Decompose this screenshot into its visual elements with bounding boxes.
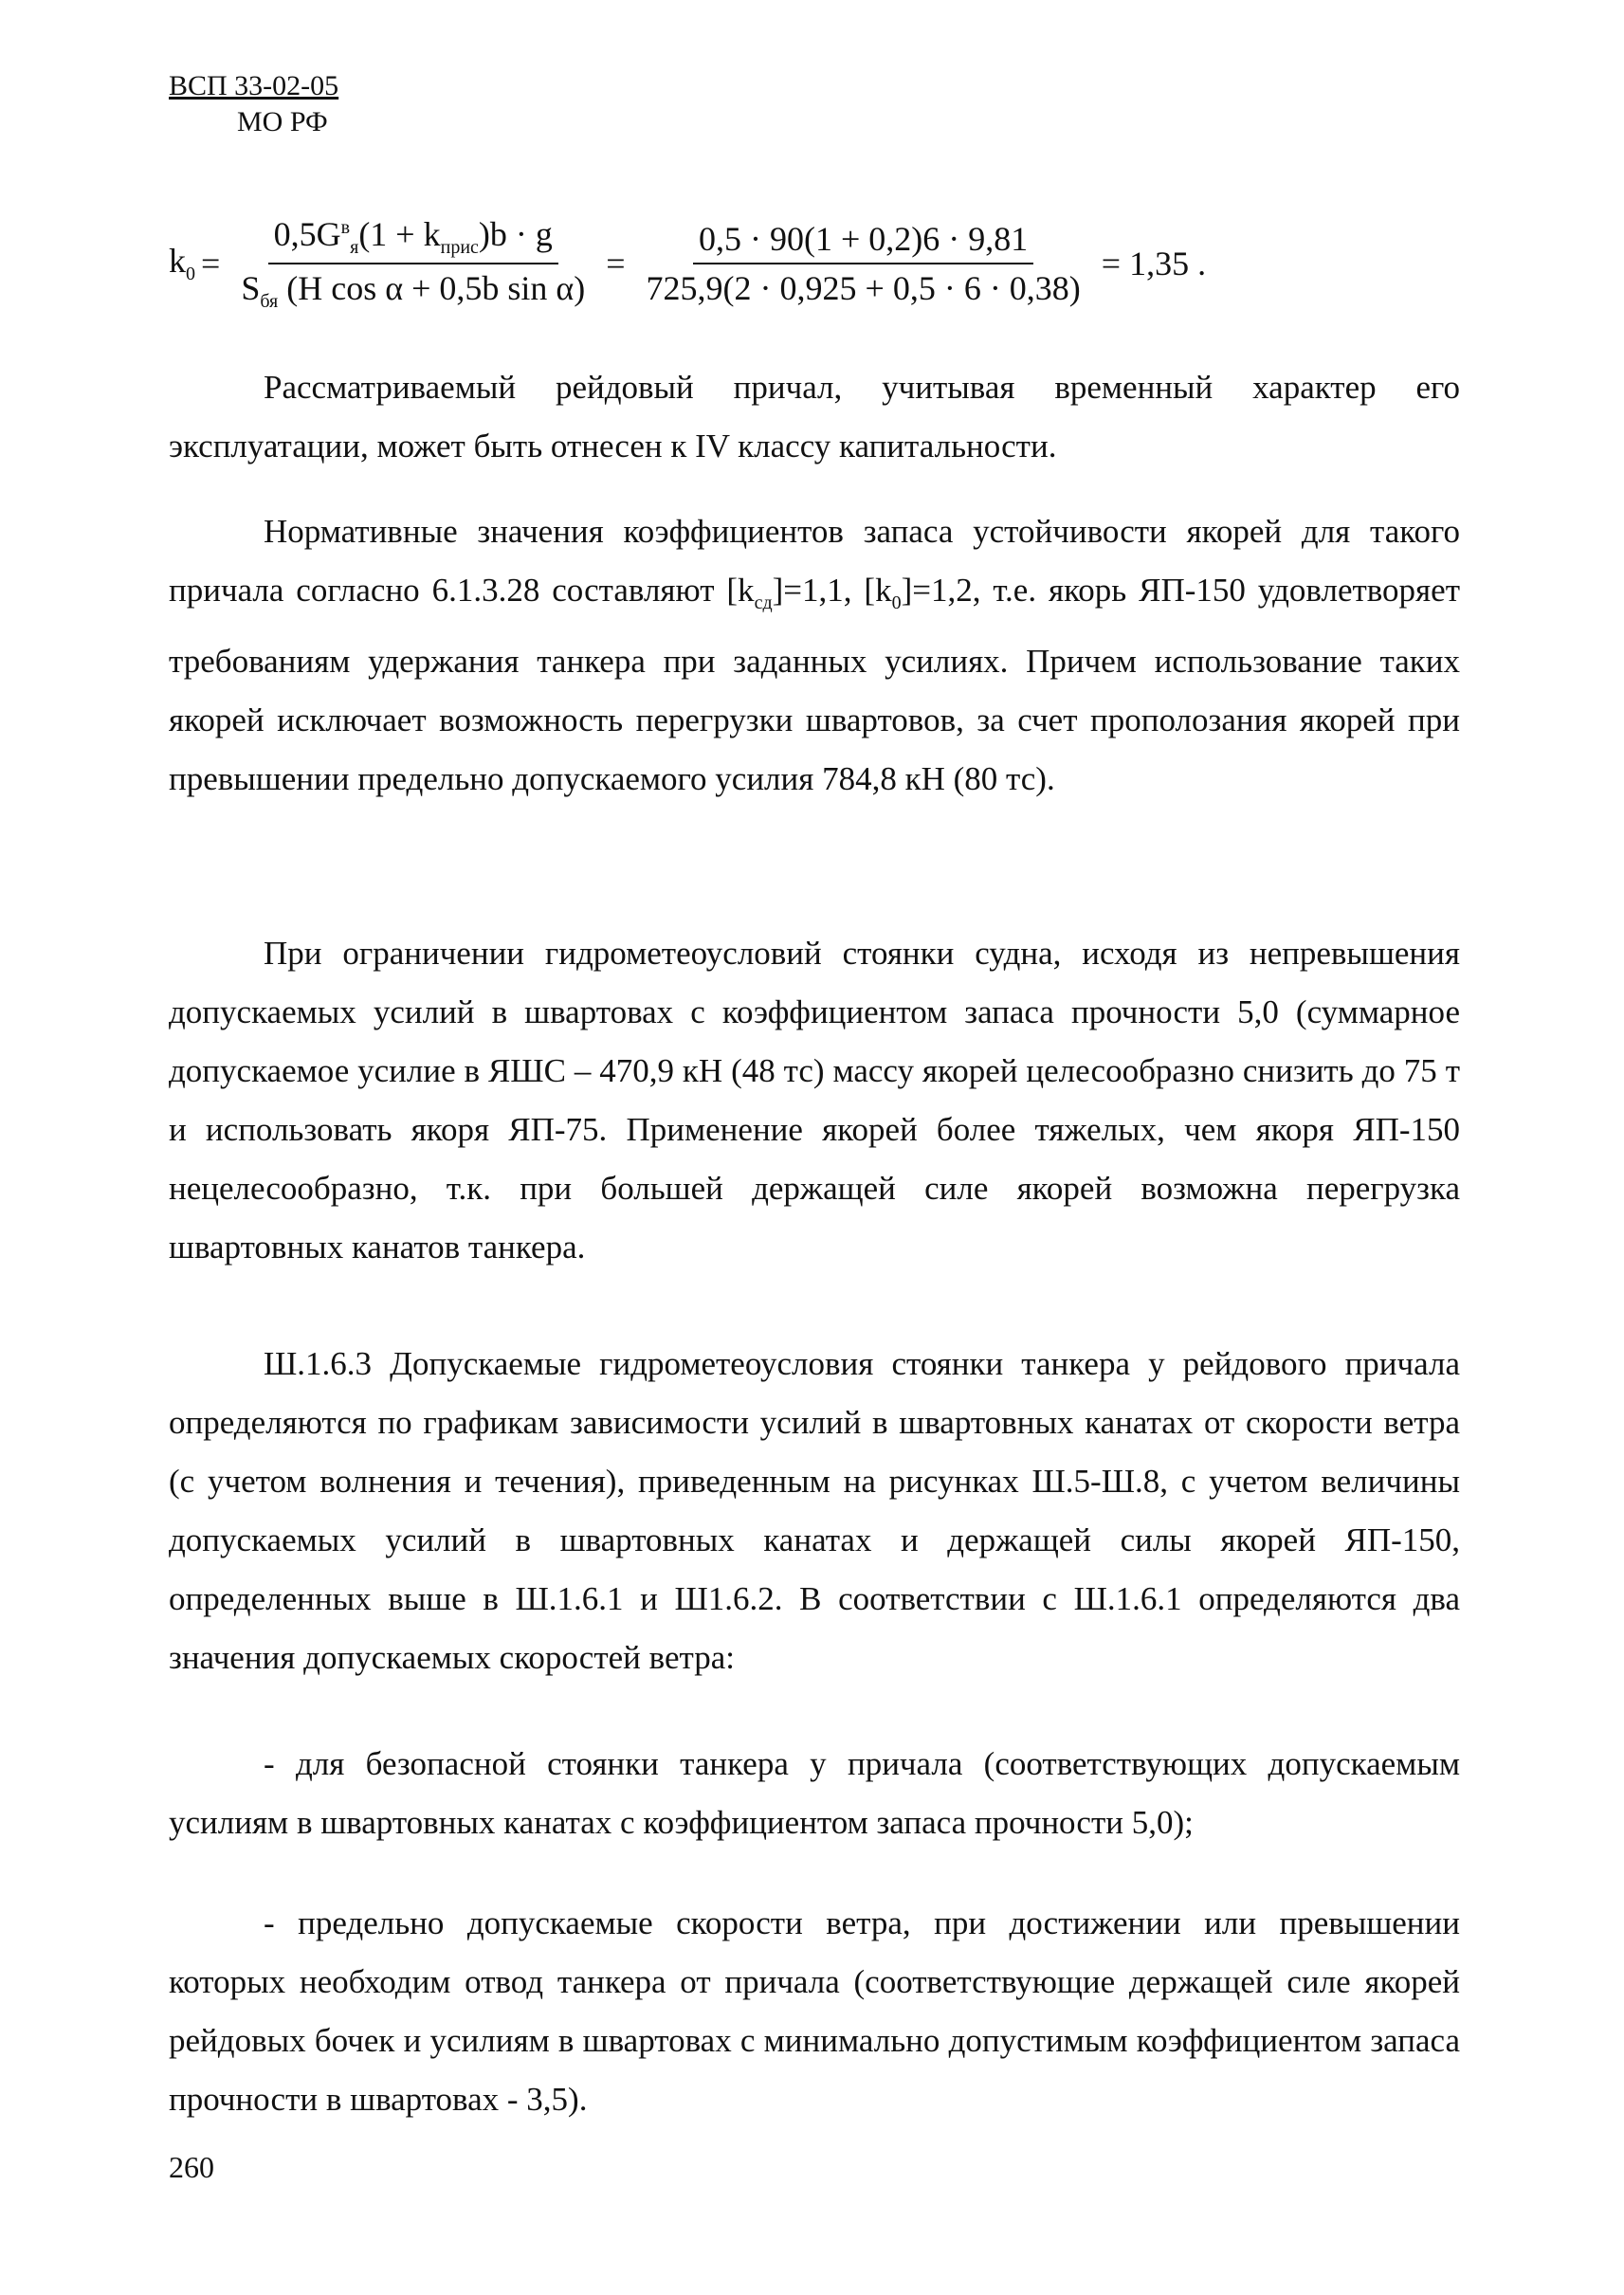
paragraph-5: - для безопасной стоянки танкера у причала (соответствующих допускаемым усилиям в швартовных канатах с коэффициентом запаса прочности 5,0); <box>169 1745 1460 1841</box>
formula-equals-2: = <box>606 245 626 282</box>
formula-fraction-numeric <box>641 219 1086 308</box>
fraction-numerator-numeric: 0,5 · 90(1 + 0,2)6 · 9,81 <box>693 219 1033 264</box>
fraction-numerator: $0,5G^в_я(1 + k_{прис})b \cdot g$ <box>268 214 558 264</box>
paragraph-6: - предельно допускаемые скорости ветра, при достижении или превышении которых необходим отвод танкера от причала (соответствующие держащей силе якорей рейдовых бочек и усилиям в швартовах с минимально допустимым коэффициентом запаса прочности в швартовах - 3,5). <box>169 1904 1460 2118</box>
formula-fraction-symbolic <box>235 214 591 313</box>
fraction-denominator: $S_{бя}$ (H cos α + 0,5b sin α) <box>241 269 586 313</box>
paragraph-3: При ограничении гидрометеоусловий стоянки судна, исходя из непревышения допускаемых усилий в швартовах с коэффициентом запаса прочности 5,0 (суммарное допускаемое усилие в ЯШС – 470,9 кН (48 тс) массу якорей целесообразно снизить до 75 т и использовать якоря ЯП-75. Применение якорей более тяжелых, чем якоря ЯП-150 нецелесообразно, т.к. при большей держащей силе якорей возможна перегрузка швартовных канатов танкера. <box>169 935 1460 1266</box>
page-number: 260 <box>169 2150 214 2184</box>
standard-code: ВСП 33-02-05 <box>169 70 339 101</box>
formula-equals: = <box>201 245 221 282</box>
fraction-denominator-numeric: 725,9(2 · 0,925 + 0,5 · 6 · 0,38) <box>646 269 1081 307</box>
document-header <box>169 68 338 140</box>
paragraph-2: Нормативные значения коэффициентов запаса устойчивости якорей для такого причала согласно 6.1.3.28 составляют $[k_{сд}]=1,1$, $[k_0]=1,2$, т.е. якорь ЯП-150 удовлетворяет требованиям удержания танкера при заданных усилиях. Причем использование таких якорей исключает возможность перегрузки швартовов, за счет прополозания якорей при превышении предельно допускаемого усилия 784,8 кН (80 тс). <box>169 513 1460 797</box>
formula-lhs: $k_0$ <box>169 242 195 285</box>
formula-result: = 1,35 . <box>1101 245 1207 282</box>
paragraph-1: Рассматриваемый рейдовый причал, учитывая временный характер его эксплуатации, может быть отнесен к IV классу капитальности. <box>169 369 1460 464</box>
organization: МО РФ <box>237 106 328 137</box>
formula-k0 <box>169 207 1306 320</box>
paragraph-4: Ш.1.6.3 Допускаемые гидрометеоусловия стоянки танкера у рейдового причала определяются по графикам зависимости усилий в швартовных канатах от скорости ветра (с учетом волнения и течения), приведенным на рисунках Ш.5-Ш.8, с учетом величины допускаемых усилий в швартовных канатах и держащей силы якорей ЯП-150, определенных выше в Ш.1.6.1 и Ш1.6.2. В соответствии с Ш.1.6.1 определяются два значения допускаемых скоростей ветра: <box>169 1345 1460 1676</box>
